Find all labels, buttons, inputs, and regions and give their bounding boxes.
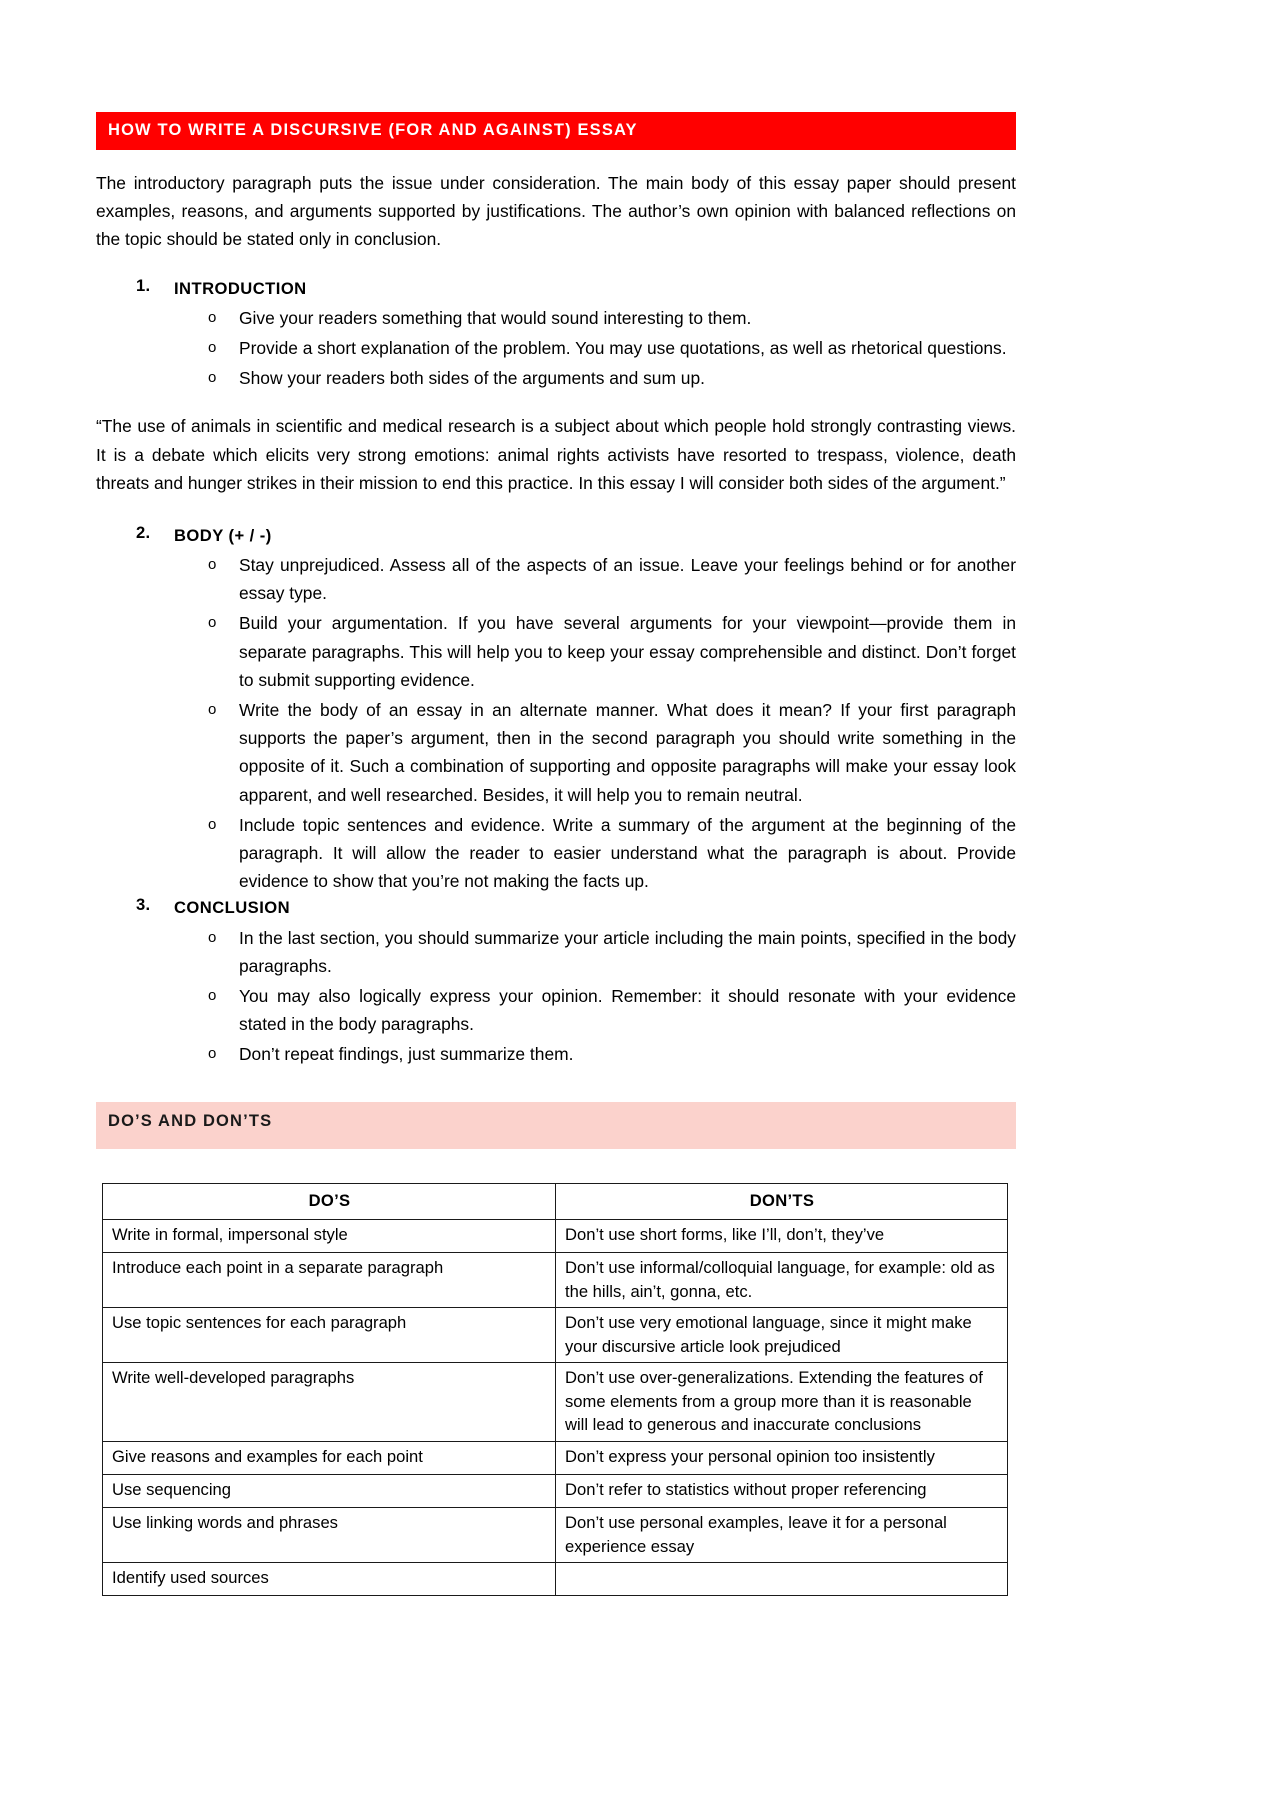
column-header-dos: DO’S [103,1184,556,1220]
sections-list-body [96,523,1016,1069]
list-item [174,551,1016,607]
table-row [103,1363,1008,1442]
dos-donts-banner: DO’S AND DON’TS [96,1102,1016,1149]
cell-dont: Don’t use very emotional language, since it might make your discursive article look prejudiced [556,1308,1008,1363]
section-number: 1. [136,275,151,295]
list-item-text: Write the body of an essay in an alternate manner. What does it mean? If your first paragraph supports the paper’s argument, then in the second paragraph you should write something in the opposite of it. Such a combination of supporting and opposite paragraphs will make your essay look apparent, and well researched. Besides, it will help you to remain neutral. [239,700,1016,805]
list-item [174,982,1016,1038]
table-header-row [103,1184,1008,1220]
table-row [103,1474,1008,1507]
section-title: INTRODUCTION [174,278,307,298]
cell-dont: Don’t use informal/colloquial language, for example: old as the hills, ain’t, gonna, etc. [556,1253,1008,1308]
bullet-marker-icon: o [208,308,217,326]
table-row [103,1220,1008,1253]
list-item-text: Stay unprejudiced. Assess all of the aspects of an issue. Leave your feelings behind or for another essay type. [239,555,1016,604]
list-item-text: Include topic sentences and evidence. Write a summary of the argument at the beginning of the paragraph. It will allow the reader to easier understand what the paragraph is about. Provide evidence to show that you’re not making the facts up. [239,814,1016,892]
cell-dont: Don’t refer to statistics without proper referencing [556,1474,1008,1507]
section-title: CONCLUSION [174,898,291,918]
table-row [103,1308,1008,1363]
list-item [174,334,1016,362]
list-item [174,304,1016,332]
bullet-marker-icon: o [208,338,217,356]
list-item [174,609,1016,694]
intro-paragraph: The introductory paragraph puts the issue under consideration. The main body of this essay paper should present examples, reasons, and arguments supported by justifications. The author’s own opinion with balanced reflections on the topic should be stated only in conclusion. [96,173,1016,250]
section-number: 2. [136,522,151,542]
document-content [96,112,1016,1596]
cell-dont: Don’t use short forms, like I’ll, don’t, they’ve [556,1220,1008,1253]
section-title: BODY (+ / -) [174,525,272,545]
table-row [103,1507,1008,1562]
bullet-marker-icon: o [208,1045,217,1063]
dos-donts-table [102,1183,1008,1596]
list-item [174,696,1016,809]
column-header-donts: DON’TS [556,1184,1008,1220]
bullet-marker-icon: o [208,369,217,387]
list-item-text: In the last section, you should summarize your article including the main points, specified in the body paragraphs. [239,927,1016,976]
cell-dont: Don’t use personal examples, leave it for a personal experience essay [556,1507,1008,1562]
section-conclusion [96,895,1016,1068]
table-header [103,1184,1008,1220]
table-row [103,1441,1008,1474]
cell-dont: Don’t use over-generalizations. Extending the features of some elements from a group more than it is reasonable will lead to generous and inaccurate conclusions [556,1363,1008,1442]
cell-do: Identify used sources [103,1563,556,1596]
section-number: 3. [136,895,151,915]
bullet-marker-icon: o [208,614,217,632]
cell-do: Write in formal, impersonal style [103,1220,556,1253]
bullet-marker-icon: o [208,556,217,574]
example-quote-paragraph: “The use of animals in scientific and medical research is a subject about which people hold strongly contrasting views. It is a debate which elicits very strong emotions: animal rights activists have resorted to trespass, violence, death threats and hunger strikes in their mission to end this practice. In this essay I will consider both sides of the argument.” [96,416,1016,493]
list-item [174,364,1016,392]
cell-dont: Don’t express your personal opinion too insistently [556,1441,1008,1474]
section-body [96,523,1016,895]
section-bullets [174,304,1016,393]
cell-do: Use topic sentences for each paragraph [103,1308,556,1363]
section-introduction [96,276,1016,393]
list-item-text: Give your readers something that would sound interesting to them. [239,307,752,328]
bullet-marker-icon: o [208,928,217,946]
sections-list [96,276,1016,393]
list-item-text: Show your readers both sides of the arguments and sum up. [239,368,705,389]
list-item-text: You may also logically express your opinion. Remember: it should resonate with your evidence stated in the body paragraphs. [239,985,1016,1035]
cell-do: Introduce each point in a separate paragraph [103,1253,556,1308]
list-item-text: Don’t repeat findings, just summarize them. [239,1044,574,1065]
list-item [174,924,1016,980]
list-item [174,1040,1016,1068]
cell-do: Give reasons and examples for each point [103,1441,556,1474]
cell-do: Write well-developed paragraphs [103,1363,556,1442]
list-item [174,811,1016,896]
cell-dont [556,1563,1008,1596]
bullet-marker-icon: o [208,986,217,1004]
spacer [96,254,1016,276]
section-bullets [174,924,1016,1069]
section-bullets [174,551,1016,895]
list-item-text: Build your argumentation. If you have several arguments for your viewpoint—provide them in separate paragraphs. This will help you to keep your essay comprehensible and distinct. Don’t forget to submit supporting evidence. [239,613,1016,690]
table-row [103,1563,1008,1596]
spacer [96,501,1016,523]
cell-do: Use linking words and phrases [103,1507,556,1562]
bullet-marker-icon: o [208,701,217,719]
table-body [103,1220,1008,1596]
bullet-marker-icon: o [208,815,217,833]
page-title: HOW TO WRITE A DISCURSIVE (FOR AND AGAINST) ESSAY [96,112,1016,150]
list-item-text: Provide a short explanation of the problem. You may use quotations, as well as rhetorical questions. [239,337,1007,358]
cell-do: Use sequencing [103,1474,556,1507]
quote-block [96,412,1016,497]
table-row [103,1253,1008,1308]
